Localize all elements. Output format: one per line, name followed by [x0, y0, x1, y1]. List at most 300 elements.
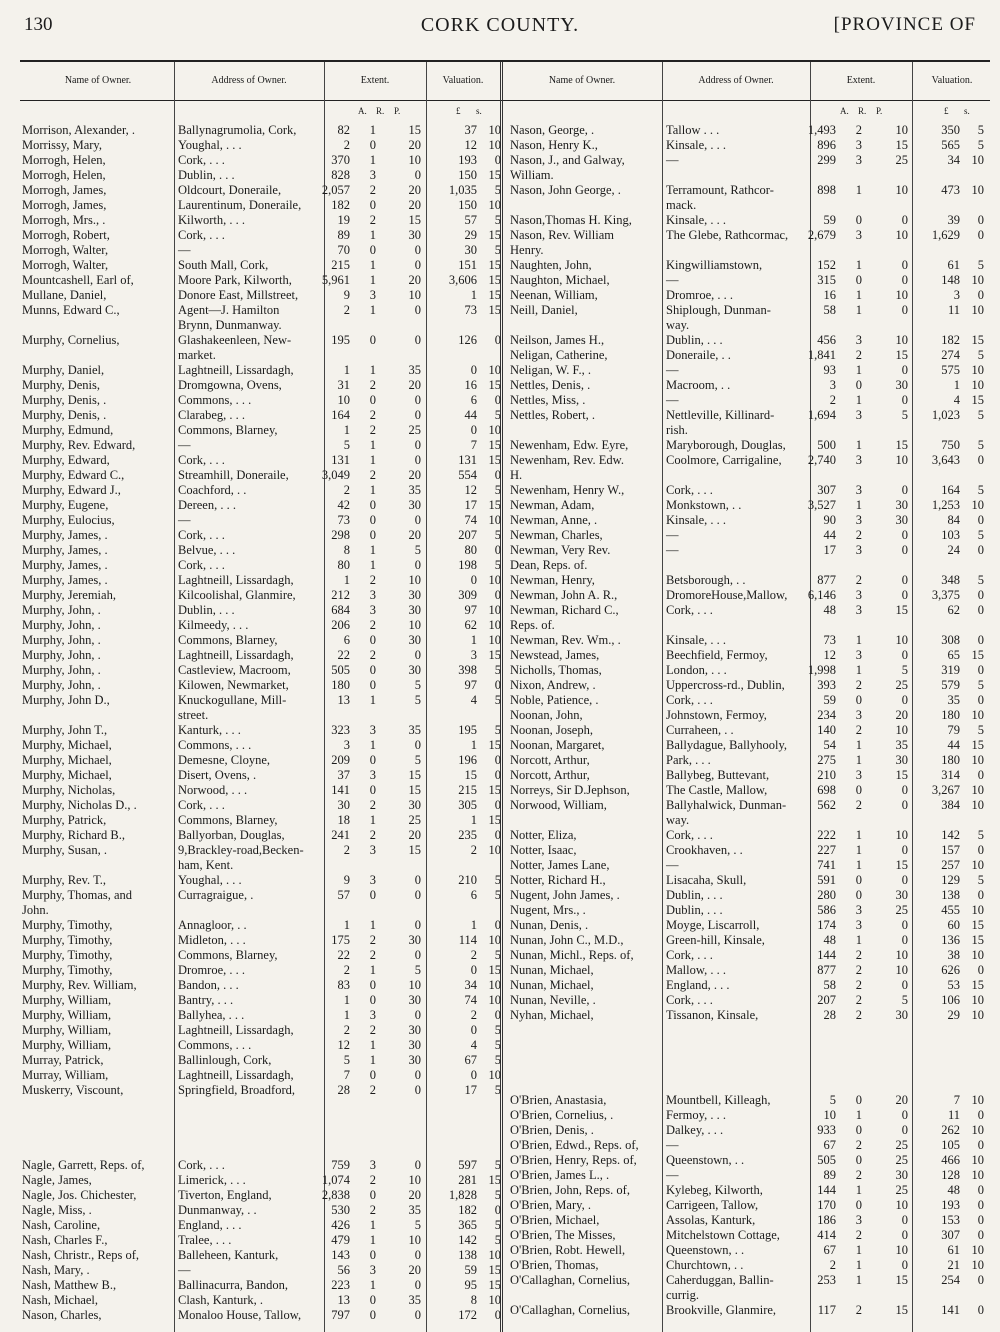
owner-address: Cork, . . .	[178, 798, 225, 812]
owner-name: O'Callaghan, Cornelius,	[510, 1303, 630, 1317]
extent-perches: 0	[414, 513, 421, 527]
valuation-shillings: 10	[971, 1093, 984, 1107]
extent-roods: 3	[855, 543, 862, 557]
valuation-pounds: 74	[464, 513, 477, 527]
valuation-pounds: 142	[458, 1233, 477, 1247]
owner-name: Nason, John George, .	[510, 183, 621, 197]
valuation-shillings: 0	[494, 153, 501, 167]
owner-address: Ballyorban, Douglas,	[178, 828, 285, 842]
valuation-pounds: 750	[941, 438, 960, 452]
extent-perches: 0	[901, 213, 908, 227]
valuation-shillings: 10	[971, 1258, 984, 1272]
extent-perches: 0	[901, 798, 908, 812]
extent-perches: 30	[408, 1053, 421, 1067]
valuation-pounds: 15	[464, 768, 477, 782]
extent-acres: 56	[337, 1263, 350, 1277]
owner-name: Neilson, James H.,	[510, 333, 605, 347]
valuation-pounds: 29	[464, 228, 477, 242]
owner-name: Murphy, Nicholas,	[22, 783, 116, 797]
owner-address: Oldcourt, Doneraile,	[178, 183, 282, 197]
valuation-pounds: 309	[458, 588, 477, 602]
extent-perches: 10	[895, 828, 908, 842]
owner-address: Doneraile, . .	[666, 348, 731, 362]
valuation-pounds: 97	[464, 603, 477, 617]
extent-roods: 1	[855, 1183, 862, 1197]
valuation-pounds: 384	[941, 798, 960, 812]
owner-address: England, . . .	[178, 1218, 242, 1232]
owner-address: Belvue, . . .	[178, 543, 236, 557]
owner-name: Nason, Charles,	[22, 1308, 102, 1322]
valuation-pounds: 466	[941, 1153, 960, 1167]
valuation-pounds: 0	[470, 573, 477, 587]
valuation-pounds: 30	[464, 243, 477, 257]
owner-address: Commons, . . .	[178, 1038, 252, 1052]
owner-address: Commons, . . .	[178, 393, 252, 407]
valuation-shillings: 0	[494, 828, 501, 842]
valuation-pounds: 308	[941, 633, 960, 647]
extent-acres: 212	[331, 588, 350, 602]
owner-name: Nagle, Miss, .	[22, 1203, 92, 1217]
valuation-pounds: 3	[470, 648, 477, 662]
owner-name: Nagle, Jos. Chichester,	[22, 1188, 137, 1202]
extent-roods: 1	[855, 1273, 862, 1287]
extent-acres: 174	[817, 918, 836, 932]
extent-perches: 35	[408, 1293, 421, 1307]
owner-name: O'Brien, Cornelius, .	[510, 1108, 614, 1122]
valuation-pounds: 136	[941, 933, 960, 947]
valuation-shillings: 0	[494, 468, 501, 482]
extent-roods: 2	[855, 1303, 862, 1317]
extent-perches: 35	[895, 738, 908, 752]
extent-roods: 1	[855, 1258, 862, 1272]
valuation-pounds: 182	[458, 1203, 477, 1217]
column-rule	[912, 62, 913, 1332]
extent-roods: 0	[855, 213, 862, 227]
extent-roods: 1	[369, 813, 376, 827]
right-subheader-a: A.	[840, 106, 849, 116]
extent-roods: 2	[855, 573, 862, 587]
extent-acres: 6	[343, 633, 350, 647]
owner-name: John.	[22, 903, 49, 917]
valuation-shillings: 10	[488, 603, 501, 617]
valuation-pounds: 193	[941, 1198, 960, 1212]
extent-roods: 1	[369, 918, 376, 932]
valuation-pounds: 196	[458, 753, 477, 767]
valuation-pounds: 138	[458, 1248, 477, 1262]
extent-acres: 500	[817, 438, 836, 452]
extent-roods: 1	[369, 258, 376, 272]
owner-name: Murphy, Timothy,	[22, 918, 113, 932]
left-header-extent: Extent.	[360, 74, 390, 86]
extent-perches: 15	[408, 768, 421, 782]
owner-address: Tallow . . .	[666, 123, 720, 137]
valuation-shillings: 5	[977, 678, 984, 692]
extent-perches: 0	[414, 1008, 421, 1022]
extent-perches: 0	[414, 168, 421, 182]
extent-perches: 0	[901, 1213, 908, 1227]
extent-acres: 59	[823, 693, 836, 707]
owner-name: Noonan, Joseph,	[510, 723, 593, 737]
valuation-shillings: 0	[494, 753, 501, 767]
valuation-shillings: 10	[971, 858, 984, 872]
extent-acres: 1,074	[321, 1173, 350, 1187]
valuation-shillings: 5	[494, 723, 501, 737]
extent-roods: 2	[855, 798, 862, 812]
owner-address: Churchtown, . .	[666, 1258, 744, 1272]
extent-roods: 0	[369, 663, 376, 677]
valuation-shillings: 10	[971, 303, 984, 317]
owner-name: Murphy, Timothy,	[22, 963, 113, 977]
extent-roods: 0	[855, 378, 862, 392]
owner-address: Dublin, . . .	[666, 333, 723, 347]
extent-acres: 3	[829, 378, 836, 392]
valuation-shillings: 10	[971, 798, 984, 812]
valuation-pounds: 207	[458, 528, 477, 542]
extent-perches: 15	[895, 1273, 908, 1287]
owner-name: Murphy, Edmund,	[22, 423, 114, 437]
valuation-pounds: 180	[941, 708, 960, 722]
extent-roods: 2	[369, 828, 376, 842]
extent-acres: 562	[817, 798, 836, 812]
owner-address: Dereen, . . .	[178, 498, 236, 512]
valuation-pounds: 0	[470, 363, 477, 377]
owner-address: Dublin, . . .	[666, 903, 723, 917]
extent-perches: 15	[895, 138, 908, 152]
extent-perches: 0	[414, 438, 421, 452]
owner-address: Commons, Blarney,	[178, 423, 278, 437]
extent-perches: 0	[901, 528, 908, 542]
valuation-pounds: 180	[941, 753, 960, 767]
extent-acres: 70	[337, 243, 350, 257]
extent-perches: 10	[895, 723, 908, 737]
extent-acres: 5	[343, 1053, 350, 1067]
extent-perches: 10	[895, 333, 908, 347]
owner-address: Dromgowna, Ovens,	[178, 378, 282, 392]
valuation-shillings: 5	[494, 888, 501, 902]
owner-address: Kilowen, Newmarket,	[178, 678, 289, 692]
valuation-shillings: 5	[977, 723, 984, 737]
extent-roods: 2	[855, 1168, 862, 1182]
extent-perches: 10	[895, 963, 908, 977]
right-header-extent: Extent.	[846, 74, 876, 86]
valuation-pounds: 35	[947, 693, 960, 707]
extent-roods: 3	[369, 1263, 376, 1277]
extent-perches: 0	[901, 543, 908, 557]
extent-roods: 0	[369, 678, 376, 692]
extent-roods: 2	[855, 963, 862, 977]
valuation-pounds: 215	[458, 783, 477, 797]
extent-perches: 0	[901, 693, 908, 707]
extent-acres: 505	[817, 1153, 836, 1167]
valuation-shillings: 5	[494, 873, 501, 887]
extent-roods: 0	[369, 1308, 376, 1322]
valuation-pounds: 131	[458, 453, 477, 467]
extent-acres: 275	[817, 753, 836, 767]
extent-acres: 30	[337, 798, 350, 812]
right-subheader-pounds: £	[944, 106, 949, 116]
extent-perches: 10	[895, 288, 908, 302]
extent-acres: 298	[331, 528, 350, 542]
owner-name: Murphy, Patrick,	[22, 813, 107, 827]
owner-address: Ballinacurra, Bandon,	[178, 1278, 289, 1292]
owner-name: O'Brien, Anastasia,	[510, 1093, 607, 1107]
extent-perches: 30	[408, 798, 421, 812]
extent-acres: 141	[331, 783, 350, 797]
valuation-pounds: 254	[941, 1273, 960, 1287]
owner-address: Clash, Kanturk, .	[178, 1293, 264, 1307]
owner-address: Ballyhea, . . .	[178, 1008, 245, 1022]
extent-roods: 2	[369, 408, 376, 422]
extent-perches: 35	[408, 363, 421, 377]
owner-name: Murphy, Edward C.,	[22, 468, 125, 482]
owner-name: Murphy, Thomas, and	[22, 888, 133, 902]
header-rule	[20, 100, 990, 101]
owner-address: England, . . .	[666, 978, 730, 992]
owner-address: —	[666, 1138, 679, 1152]
valuation-shillings: 0	[977, 453, 984, 467]
extent-acres: 456	[817, 333, 836, 347]
valuation-shillings: 10	[971, 363, 984, 377]
extent-acres: 2	[829, 1258, 836, 1272]
extent-roods: 2	[369, 213, 376, 227]
valuation-pounds: 365	[458, 1218, 477, 1232]
extent-roods: 2	[369, 648, 376, 662]
extent-roods: 0	[369, 528, 376, 542]
owner-address: Youghal, . . .	[178, 138, 242, 152]
valuation-shillings: 15	[971, 918, 984, 932]
owner-address: Cork, . . .	[666, 948, 713, 962]
owner-name: Murphy, William,	[22, 1008, 112, 1022]
extent-acres: 898	[817, 183, 836, 197]
extent-acres: 591	[817, 873, 836, 887]
extent-roods: 0	[369, 498, 376, 512]
valuation-pounds: 95	[464, 1278, 477, 1292]
extent-perches: 10	[895, 1198, 908, 1212]
owner-address: Mitchelstown Cottage,	[666, 1228, 780, 1242]
extent-roods: 1	[369, 483, 376, 497]
extent-perches: 0	[901, 978, 908, 992]
extent-perches: 20	[408, 468, 421, 482]
owner-address: Dromroe, . . .	[666, 288, 733, 302]
valuation-shillings: 0	[977, 603, 984, 617]
owner-address: —	[178, 1263, 191, 1277]
owner-name: Murphy, Richard B.,	[22, 828, 125, 842]
extent-roods: 0	[369, 138, 376, 152]
owner-name: Murphy, John, .	[22, 633, 101, 647]
extent-acres: 684	[331, 603, 350, 617]
valuation-shillings: 15	[488, 498, 501, 512]
extent-roods: 2	[369, 183, 376, 197]
valuation-pounds: 29	[947, 1008, 960, 1022]
owner-address: Laghtneill, Lissardagh,	[178, 648, 294, 662]
owner-address: Cork, . . .	[666, 603, 713, 617]
owner-address: Demesne, Cloyne,	[178, 753, 270, 767]
valuation-pounds: 126	[458, 333, 477, 347]
valuation-pounds: 198	[458, 558, 477, 572]
right-header-address: Address of Owner.	[698, 74, 774, 86]
extent-perches: 15	[408, 783, 421, 797]
extent-roods: 2	[855, 948, 862, 962]
extent-acres: 42	[337, 498, 350, 512]
owner-name: Nason, J., and Galway,	[510, 153, 625, 167]
extent-perches: 0	[901, 363, 908, 377]
owner-name: Nason, George, .	[510, 123, 595, 137]
owner-address: Dunmanway, . .	[178, 1203, 257, 1217]
extent-acres: 828	[331, 168, 350, 182]
valuation-pounds: 106	[941, 993, 960, 1007]
extent-acres: 22	[337, 648, 350, 662]
extent-acres: 28	[337, 1083, 350, 1097]
extent-perches: 0	[414, 648, 421, 662]
extent-acres: 323	[331, 723, 350, 737]
valuation-shillings: 0	[977, 543, 984, 557]
valuation-pounds: 314	[941, 768, 960, 782]
extent-roods: 1	[855, 498, 862, 512]
extent-acres: 54	[823, 738, 836, 752]
owner-address: Dublin, . . .	[666, 888, 723, 902]
owner-name: Murphy, Susan, .	[22, 843, 107, 857]
extent-perches: 20	[408, 1263, 421, 1277]
extent-perches: 0	[414, 888, 421, 902]
left-subheader-r: R.	[376, 106, 385, 116]
extent-perches: 15	[895, 1303, 908, 1317]
owner-address: Balleheen, Kanturk,	[178, 1248, 279, 1262]
owner-name: O'Brien, Robt. Hewell,	[510, 1243, 626, 1257]
owner-name: O'Brien, Michael,	[510, 1213, 600, 1227]
extent-acres: 280	[817, 888, 836, 902]
extent-roods: 2	[369, 378, 376, 392]
valuation-pounds: 235	[458, 828, 477, 842]
extent-roods: 0	[855, 1198, 862, 1212]
extent-roods: 1	[855, 933, 862, 947]
valuation-shillings: 5	[977, 138, 984, 152]
valuation-pounds: 7	[470, 438, 477, 452]
extent-roods: 0	[369, 753, 376, 767]
owner-address: Curraheen, . .	[666, 723, 734, 737]
extent-perches: 0	[901, 783, 908, 797]
extent-perches: 15	[895, 858, 908, 872]
valuation-shillings: 0	[494, 798, 501, 812]
extent-roods: 1	[369, 1278, 376, 1292]
extent-roods: 3	[855, 708, 862, 722]
extent-roods: 2	[855, 678, 862, 692]
extent-acres: 2	[829, 393, 836, 407]
extent-acres: 7	[343, 1068, 350, 1082]
owner-address: Mountbell, Killeagh,	[666, 1093, 771, 1107]
valuation-pounds: 48	[947, 1183, 960, 1197]
extent-roods: 2	[369, 618, 376, 632]
owner-name: Nason,Thomas H. King,	[510, 213, 632, 227]
owner-address: Nettleville, Killinard-	[666, 408, 775, 422]
owner-name: Morrogh, Robert,	[22, 228, 110, 242]
valuation-pounds: 2	[470, 843, 477, 857]
extent-acres: 241	[331, 828, 350, 842]
extent-acres: 3,049	[321, 468, 350, 482]
valuation-pounds: 141	[941, 1303, 960, 1317]
valuation-shillings: 10	[488, 843, 501, 857]
owner-name: Murphy, John, .	[22, 648, 101, 662]
extent-roods: 1	[369, 1218, 376, 1232]
valuation-shillings: 15	[971, 978, 984, 992]
extent-roods: 2	[855, 1228, 862, 1242]
extent-perches: 10	[408, 1173, 421, 1187]
owner-name: Murphy, Daniel,	[22, 363, 105, 377]
valuation-shillings: 10	[971, 993, 984, 1007]
extent-acres: 1,998	[807, 663, 836, 677]
extent-acres: 2,838	[321, 1188, 350, 1202]
valuation-pounds: 4	[470, 1038, 477, 1052]
extent-acres: 90	[823, 513, 836, 527]
right-subheader-shillings: s.	[964, 106, 970, 116]
extent-perches: 10	[895, 948, 908, 962]
extent-acres: 698	[817, 783, 836, 797]
valuation-shillings: 10	[488, 978, 501, 992]
owner-name: Murphy, Timothy,	[22, 933, 113, 947]
extent-roods: 3	[855, 483, 862, 497]
extent-perches: 0	[901, 258, 908, 272]
extent-perches: 5	[414, 543, 421, 557]
owner-address: Donore East, Millstreet,	[178, 288, 299, 302]
extent-acres: 222	[817, 828, 836, 842]
extent-roods: 0	[369, 993, 376, 1007]
owner-name: Nugent, Mrs., .	[510, 903, 586, 917]
extent-roods: 2	[855, 1008, 862, 1022]
valuation-pounds: 105	[941, 1138, 960, 1152]
extent-perches: 10	[408, 288, 421, 302]
owner-name: Nason, Henry K.,	[510, 138, 598, 152]
owner-name: Newstead, James,	[510, 648, 600, 662]
extent-perches: 5	[414, 678, 421, 692]
valuation-shillings: 0	[977, 228, 984, 242]
owner-name: Murphy, Nicholas D., .	[22, 798, 137, 812]
extent-roods: 1	[369, 1038, 376, 1052]
owner-name: Mullane, Daniel,	[22, 288, 107, 302]
owner-name: O'Callaghan, Cornelius,	[510, 1273, 630, 1287]
valuation-shillings: 0	[494, 543, 501, 557]
extent-roods: 1	[369, 363, 376, 377]
right-header-valuation: Valuation.	[931, 74, 973, 86]
valuation-pounds: 24	[947, 543, 960, 557]
valuation-shillings: 5	[494, 483, 501, 497]
valuation-shillings: 5	[494, 1233, 501, 1247]
extent-roods: 3	[855, 918, 862, 932]
extent-roods: 0	[369, 888, 376, 902]
valuation-shillings: 5	[977, 573, 984, 587]
owner-name: Murphy, Michael,	[22, 738, 112, 752]
owner-address: 9,Brackley-road,Becken-	[178, 843, 304, 857]
owner-name: Morrison, Alexander, .	[22, 123, 136, 137]
owner-name: Nettles, Denis, .	[510, 378, 591, 392]
owner-address: Tiverton, England,	[178, 1188, 272, 1202]
owner-address: Brynn, Dunmanway.	[178, 318, 282, 332]
valuation-pounds: 67	[464, 1053, 477, 1067]
owner-name: Morrogh, Helen,	[22, 153, 106, 167]
running-header	[0, 10, 1000, 40]
extent-perches: 0	[414, 918, 421, 932]
owner-address: Maryborough, Douglas,	[666, 438, 786, 452]
extent-acres: 9	[343, 873, 350, 887]
valuation-shillings: 5	[494, 948, 501, 962]
extent-roods: 1	[855, 738, 862, 752]
extent-acres: 93	[823, 363, 836, 377]
valuation-pounds: 281	[458, 1173, 477, 1187]
column-rule	[426, 62, 427, 1332]
owner-name: O'Brien, John, Reps. of,	[510, 1183, 630, 1197]
extent-roods: 2	[855, 723, 862, 737]
valuation-shillings: 10	[971, 273, 984, 287]
extent-perches: 10	[408, 573, 421, 587]
extent-roods: 2	[369, 1173, 376, 1187]
